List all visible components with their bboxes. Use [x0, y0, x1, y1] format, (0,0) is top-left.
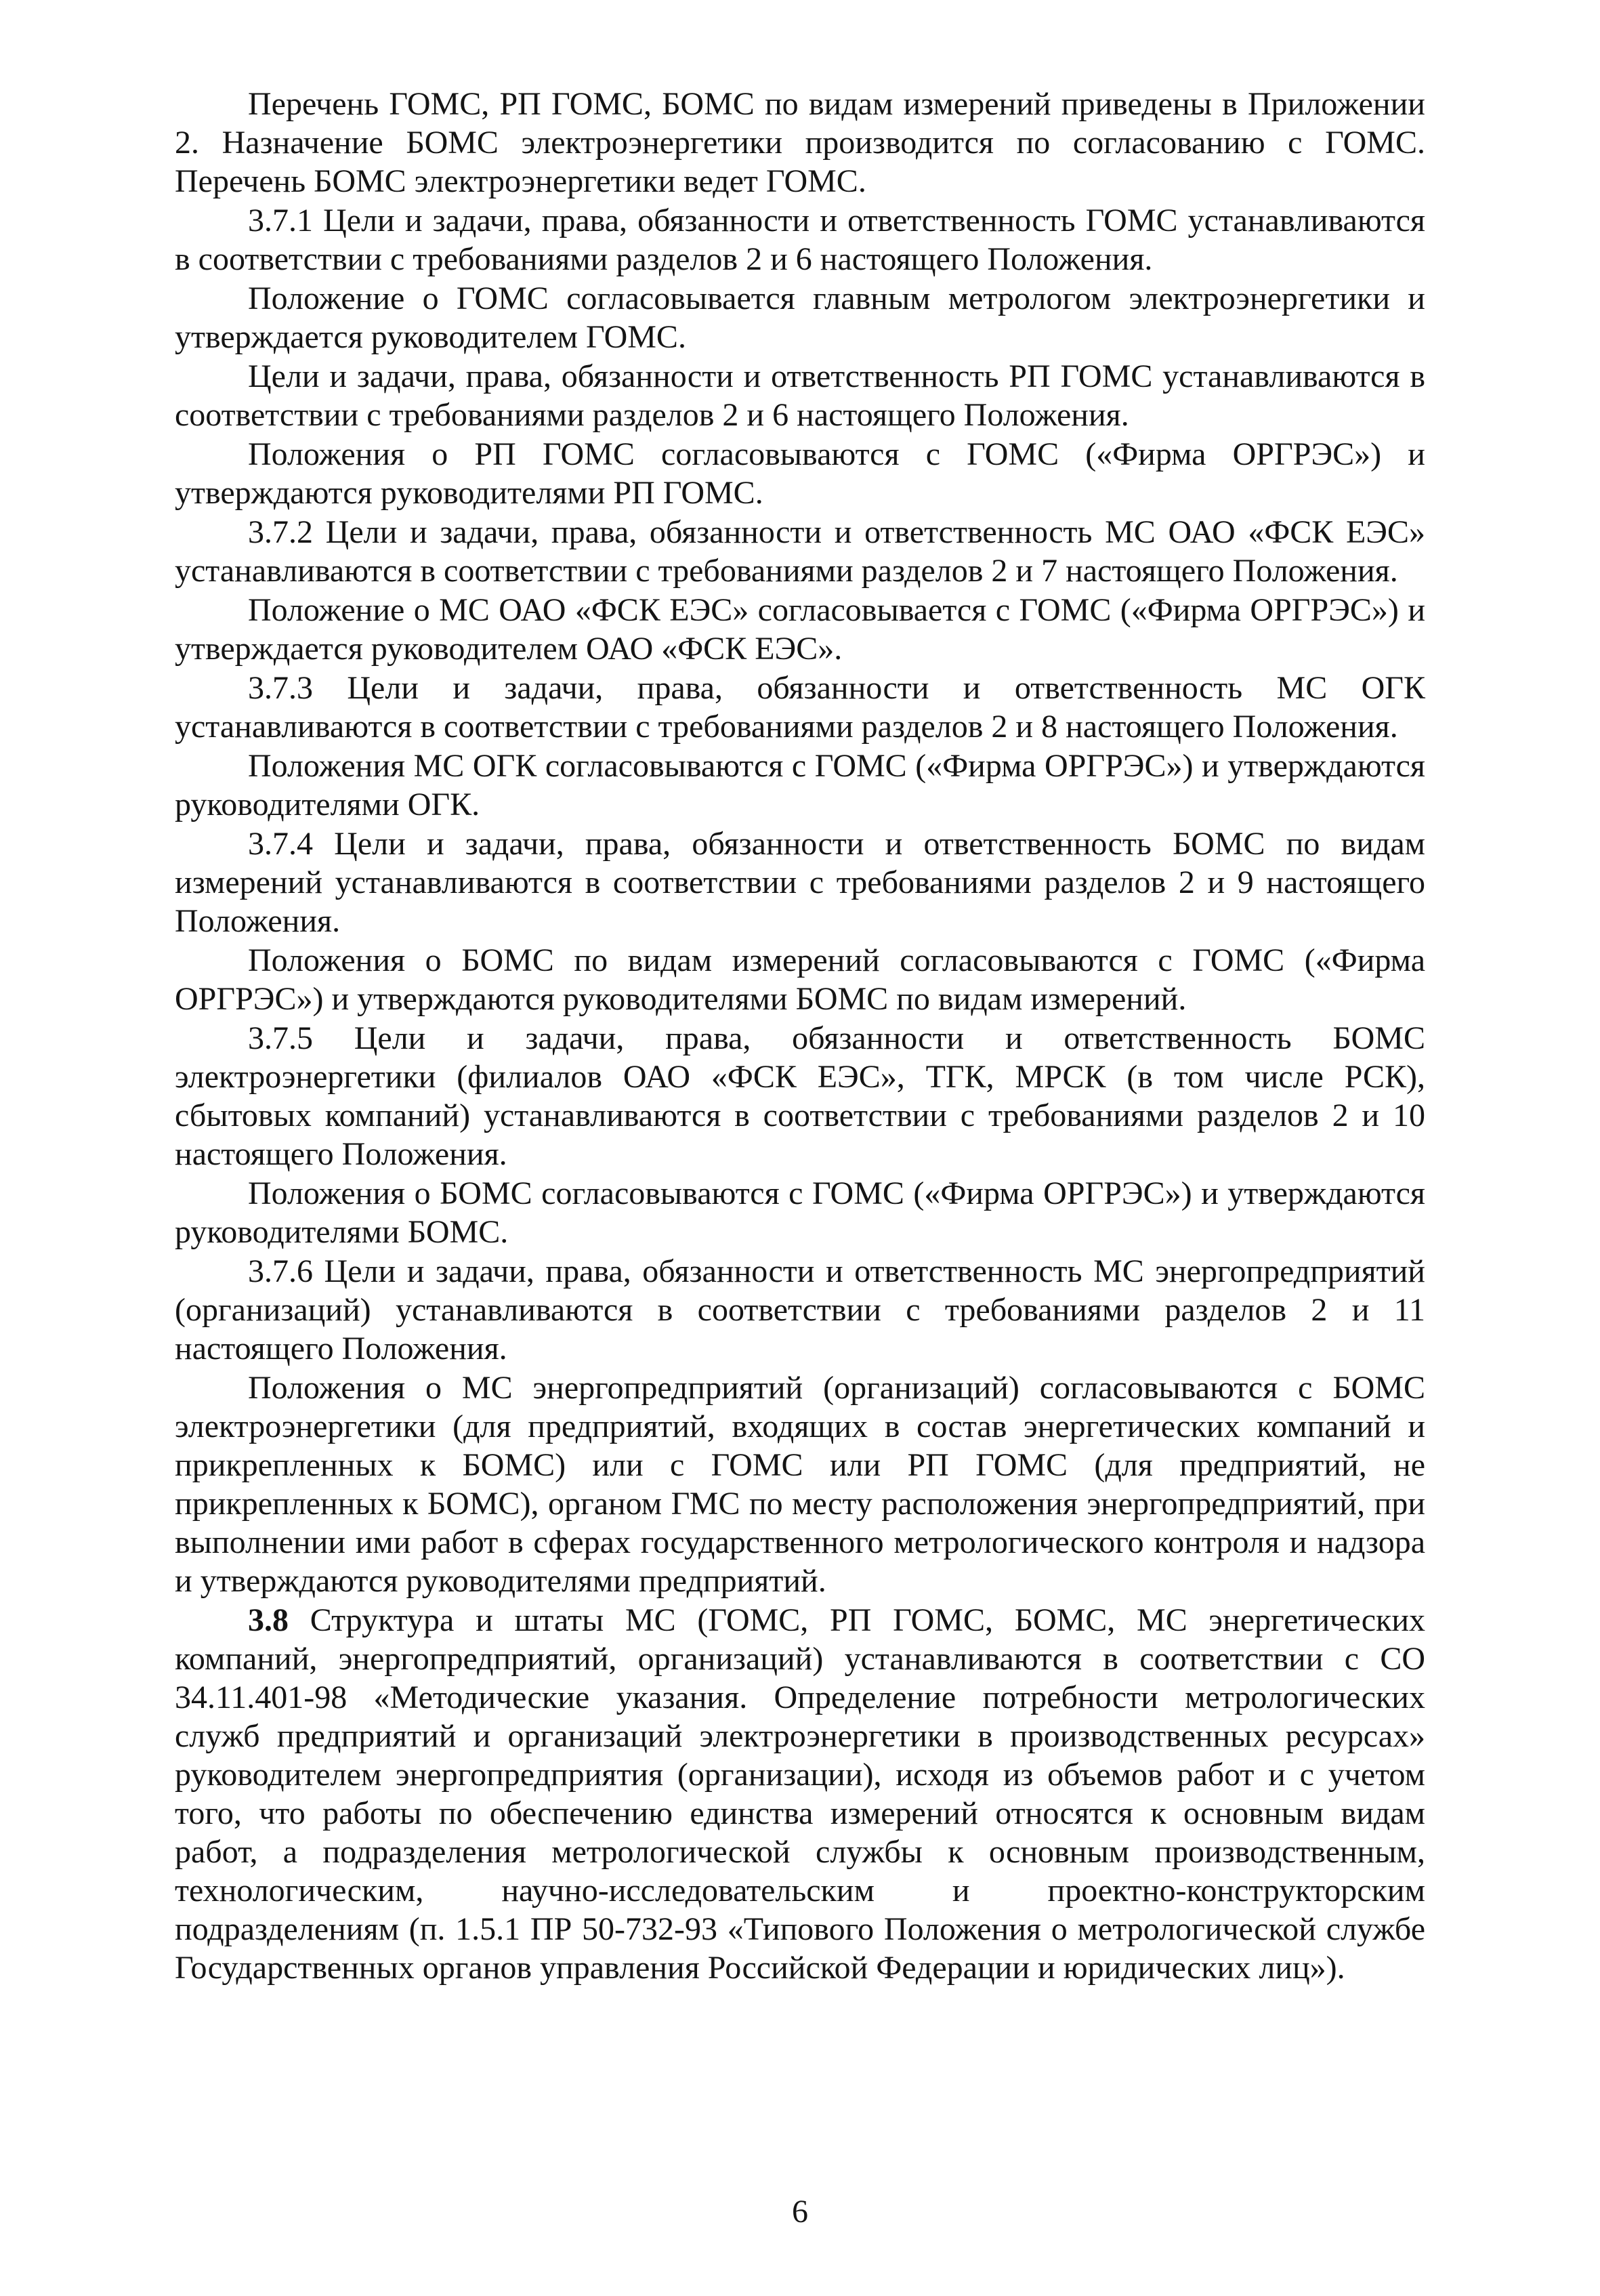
paragraph-3: Положение о ГОМС согласовывается главным метрологом электроэнергетики и утверждается руководителем ГОМС.: [175, 280, 1425, 355]
paragraph-13: Положения о БОМС согласовываются с ГОМС («Фирма ОРГРЭС») и утверждаются руководителями БОМС.: [175, 1175, 1425, 1250]
section-number: 3.8: [248, 1602, 289, 1638]
paragraph-3-7-3: 3.7.3 Цели и задачи, права, обязанности и ответственность МС ОГК устанавливаются в соответствии с требованиями разделов 2 и 8 настоящего Положения.: [175, 670, 1425, 745]
paragraph-3-7-6: 3.7.6 Цели и задачи, права, обязанности и ответственность МС энергопредприятий (организаций) устанавливаются в соответствии с требованиями разделов 2 и 11 настоящего Положения.: [175, 1253, 1425, 1366]
paragraph-9: Положения МС ОГК согласовываются с ГОМС («Фирма ОРГРЭС») и утверждаются руководителями ОГК.: [175, 748, 1425, 822]
paragraph-11: Положения о БОМС по видам измерений согласовываются с ГОМС («Фирма ОРГРЭС») и утверждаются руководителями БОМС по видам измерений.: [175, 942, 1425, 1017]
page-number: 6: [792, 2194, 808, 2230]
document-body: [175, 85, 1425, 1988]
paragraph-15: Положения о МС энергопредприятий (организаций) согласовываются с БОМС электроэнергетики (для предприятий, входящих в состав энергетических компаний и прикрепленных к БОМС) или с ГОМС или РП ГОМС (для предприятий, не прикрепленных к БОМС), органом ГМС по месту расположения энергопредприятий, при выполнении ими работ в сферах государственного метрологического контроля и надзора и утверждаются руководителями предприятий.: [175, 1370, 1425, 1599]
paragraph-1: Перечень ГОМС, РП ГОМС, БОМС по видам измерений приведены в Приложении 2. Назначение БОМС электроэнергетики производится по согласованию с ГОМС. Перечень БОМС электроэнергетики ведет ГОМС.: [175, 86, 1425, 199]
paragraph-3-7-5: 3.7.5 Цели и задачи, права, обязанности и ответственность БОМС электроэнергетики (филиалов ОАО «ФСК ЕЭС», ТГК, МРСК (в том числе РСК), сбытовых компаний) устанавливаются в соответствии с требованиями разделов 2 и 10 настоящего Положения.: [175, 1020, 1425, 1172]
paragraph-3-8-text: Структура и штаты МС (ГОМС, РП ГОМС, БОМС, МС энергетических компаний, энергопредприятий, организаций) устанавливаются в соответствии с СО 34.11.401-98 «Методические указания. Определение потребности метрологических служб предприятий и организаций электроэнергетики в производственных ресурсах» руководителем энергопредприятия (организации), исходя из объемов работ и с учетом того, что работы по обеспечению единства измерений относятся к основным видам работ, а подразделения метрологической службы к основным производственным, технологическим, научно-исследовательским и проектно-конструкторским подразделениям (п. 1.5.1 ПР 50-732-93 «Типового Положения о метрологической службе Государственных органов управления Российской Федерации и юридических лиц»).: [175, 1602, 1425, 1986]
paragraph-3-7-2: 3.7.2 Цели и задачи, права, обязанности и ответственность МС ОАО «ФСК ЕЭС» устанавливаются в соответствии с требованиями разделов 2 и 7 настоящего Положения.: [175, 514, 1425, 589]
paragraph-3-7-1: 3.7.1 Цели и задачи, права, обязанности и ответственность ГОМС устанавливаются в соответствии с требованиями разделов 2 и 6 настоящего Положения.: [175, 203, 1425, 277]
paragraph-5: Положения о РП ГОМС согласовываются с ГОМС («Фирма ОРГРЭС») и утверждаются руководителями РП ГОМС.: [175, 436, 1425, 511]
paragraph-7: Положение о МС ОАО «ФСК ЕЭС» согласовывается с ГОМС («Фирма ОРГРЭС») и утверждается руководителем ОАО «ФСК ЕЭС».: [175, 592, 1425, 667]
paragraph-4: Цели и задачи, права, обязанности и ответственность РП ГОМС устанавливаются в соответствии с требованиями разделов 2 и 6 настоящего Положения.: [175, 358, 1425, 433]
paragraph-3-8: [175, 1601, 1425, 1987]
paragraph-3-7-4: 3.7.4 Цели и задачи, права, обязанности и ответственность БОМС по видам измерений устанавливаются в соответствии с требованиями разделов 2 и 9 настоящего Положения.: [175, 826, 1425, 939]
